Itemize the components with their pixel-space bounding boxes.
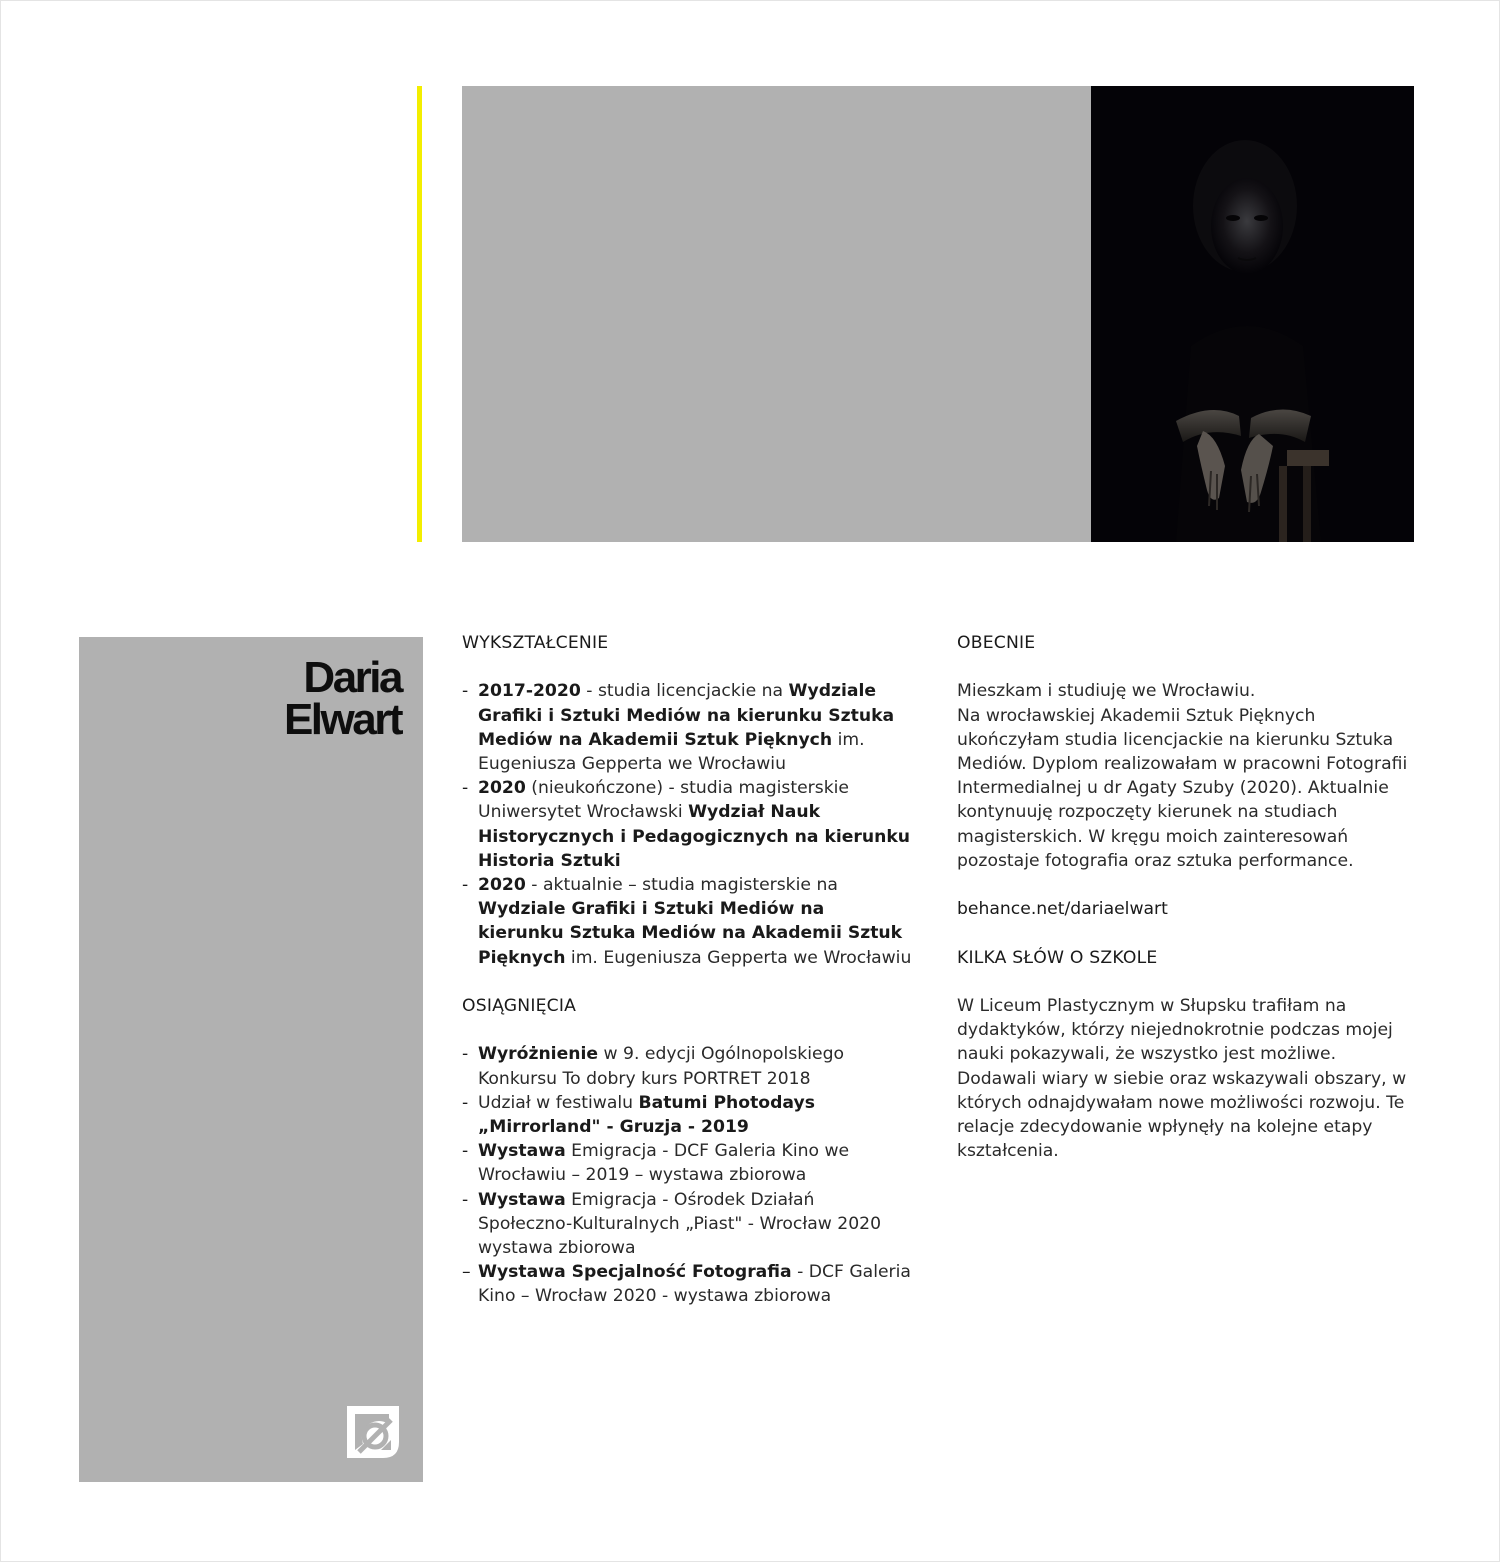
education-item: - 2020 (nieukończone) - studia magisterskie Uniwersytet Wrocławski Wydział Nauk Historycznych i Pedagogicznych na kierunku Historia Sztuki [462, 778, 911, 871]
achievement-item: - Udział w festiwalu Batumi Photodays „Mirrorland" - Gruzja - 2019 [462, 1092, 815, 1138]
first-name: Daria [303, 653, 401, 702]
current-intro: Mieszkam i studiuję we Wrocławiu. [957, 681, 1256, 702]
school-heading: KILKA SŁÓW O SZKOLE [957, 947, 1158, 968]
header-gray-block [462, 86, 1092, 542]
school-logo-icon [345, 1404, 401, 1460]
left-column [462, 631, 912, 1309]
author-name [283, 653, 401, 744]
achievement-item: - Wyróżnienie w 9. edycji Ogólnopolskiego Konkursu To dobry kurs PORTRET 2018 [462, 1044, 845, 1089]
achievements-list [462, 1042, 912, 1308]
achievement-item: - Wystawa Emigracja - DCF Galeria Kino we Wrocławiu – 2019 – wystawa zbiorowa [462, 1141, 850, 1186]
achievement-item: – Wystawa Specjalność Fotografia - DCF Galeria Kino – Wrocław 2020 - wystawa zbiorowa [462, 1262, 911, 1307]
accent-bar [417, 86, 422, 542]
portrait-photo [1091, 86, 1414, 542]
education-list [462, 679, 912, 969]
education-heading: WYKSZTAŁCENIE [462, 633, 609, 653]
education-item: - 2017-2020 - studia licencjackie na Wydziale Grafiki i Sztuki Mediów na kierunku Sztuka Mediów na Akademii Sztuk Pięknych im. Eugeniusza Gepperta we Wrocławiu [462, 681, 895, 774]
last-name: Elwart [283, 695, 401, 744]
current-paragraph: Na wrocławskiej Akademii Sztuk Pięknych ukończyłam studia licencjackie na kierunku Sztuka Mediów. Dyplom realizowałam w pracowni Fotografii Intermedialnej u dr Agaty Szuby (2020). Aktualnie kontynuuję rozpoczęty kierunek na studiach magisterskich. W kręgu moich zainteresowań pozostaje fotografia oraz sztuka performance. [957, 705, 1408, 871]
behance-link[interactable]: behance.net/dariaelwart [957, 899, 1168, 920]
education-item: - 2020 - aktualnie – studia magisterskie na Wydziale Grafiki i Sztuki Mediów na kierunku Sztuka Mediów na Akademii Sztuk Pięknych im. Eugeniusza Gepperta we Wrocławiu [462, 875, 912, 968]
school-paragraph: W Liceum Plastycznym w Słupsku trafiłam na dydaktyków, którzy niejednokrotnie podczas mojej nauki pokazywali, że wszystko jest możliwe. Dodawali wiary w siebie oraz wskazywali obszary, w których odnajdywałam nowe możliwości rozwoju. Te relacje zdecydowanie wpłynęły na kolejne etapy kształcenia. [957, 995, 1407, 1162]
achievement-item: - Wystawa Emigracja - Ośrodek Działań Społeczno-Kulturalnych „Piast" - Wrocław 2020 wystawa zbiorowa [462, 1189, 882, 1259]
achievements-heading: OSIĄGNIĘCIA [462, 996, 577, 1017]
name-panel [79, 637, 423, 1482]
current-heading: OBECNIE [957, 633, 1036, 653]
right-column [957, 631, 1417, 1163]
